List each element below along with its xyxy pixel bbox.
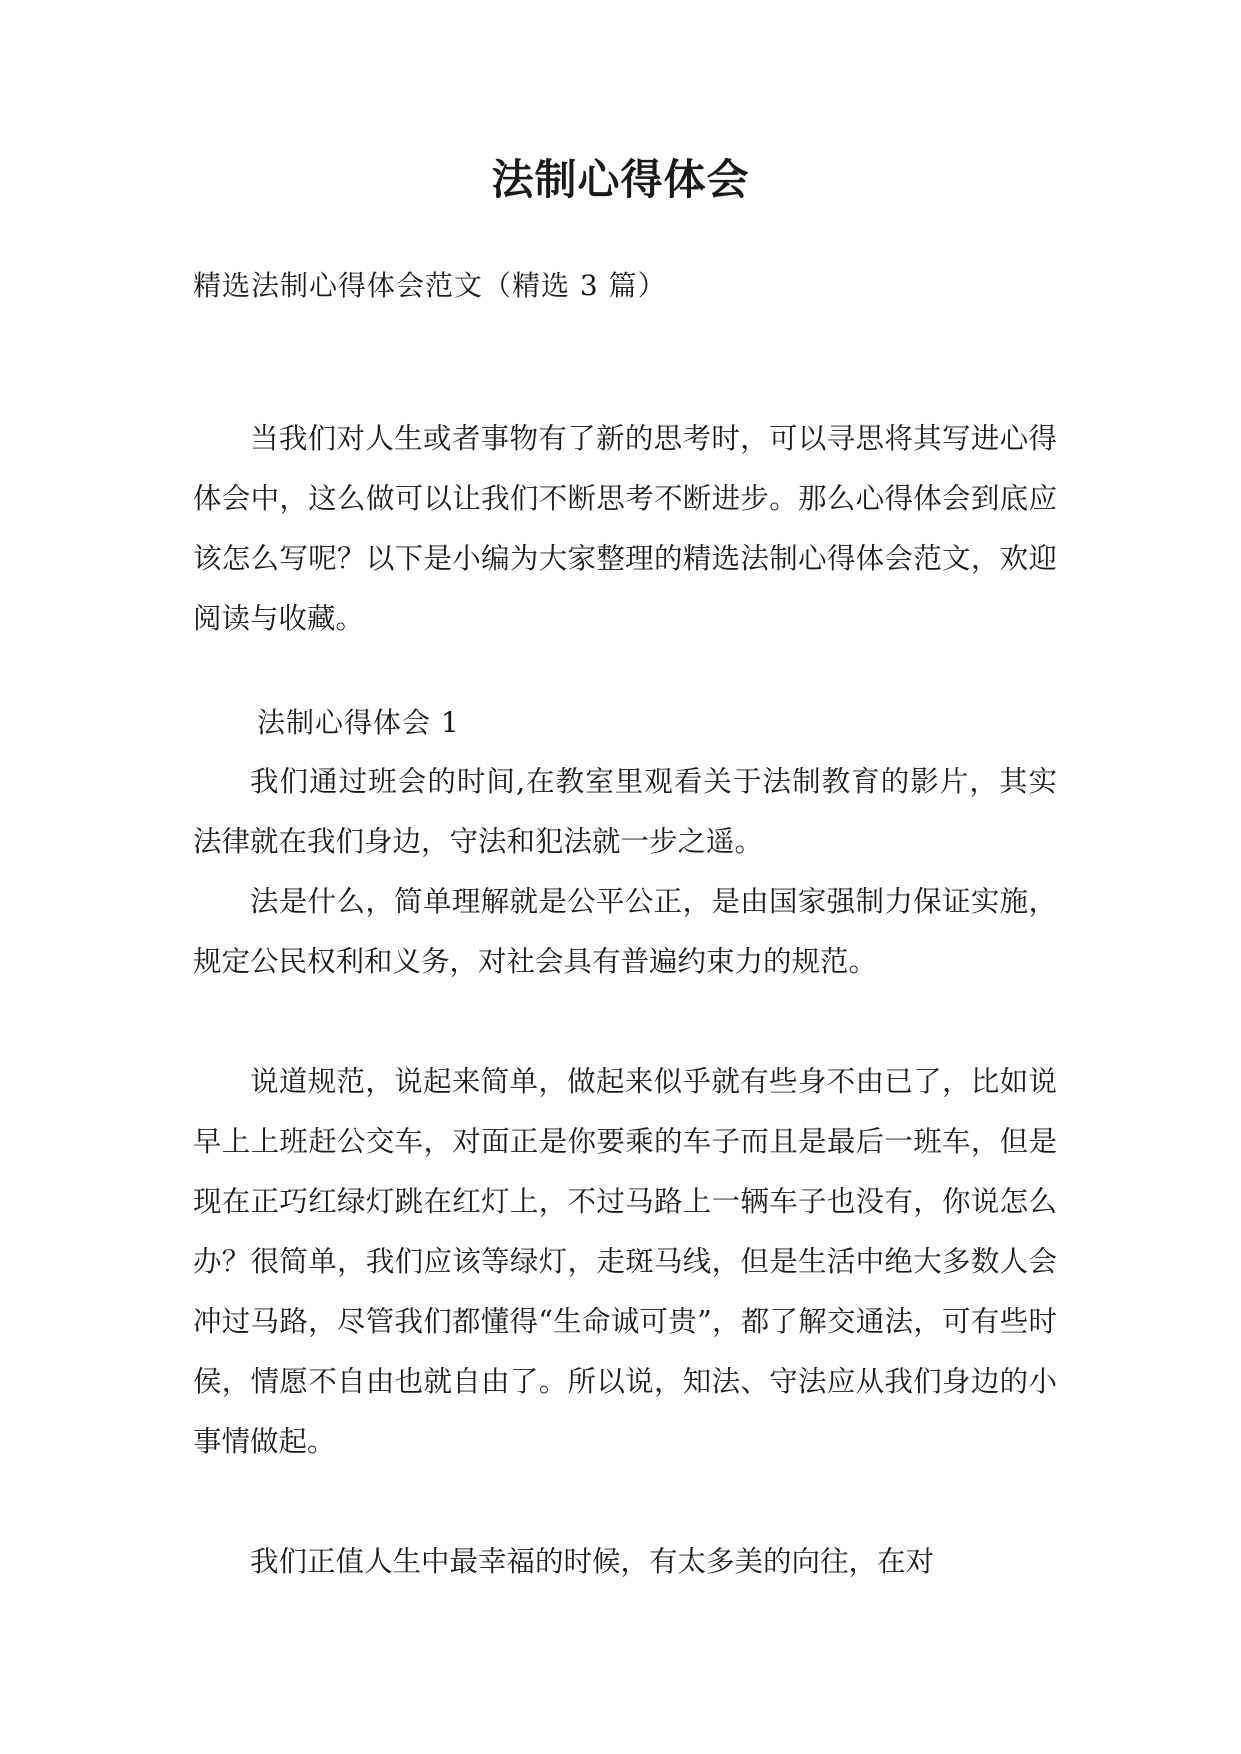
body-paragraph-3: 说道规范，说起来简单，做起来似乎就有些身不由已了，比如说早上上班赶公交车，对面正是你要乘的车子而且是最后一班车，但是现在正巧红绿灯跳在红灯上，不过马路上一辆车子也没有，你说怎么办？很简单，我们应该等绿灯，走斑马线，但是生活中绝大多数人会冲过马路，尽管我们都懂得“生命诚可贵”，都了解交通法，可有些时侯，情愿不自由也就自由了。所以说，知法、守法应从我们身边的小事情做起。 bbox=[193, 1065, 1057, 1458]
intro-paragraph: 当我们对人生或者事物有了新的思考时，可以寻思将其写进心得体会中，这么做可以让我们不断思考不断进步。那么心得体会到底应该怎么写呢？以下是小编为大家整理的精选法制心得体会范文，欢迎阅读与收藏。 bbox=[193, 422, 1057, 635]
document-subtitle: 精选法制心得体会范文（精选 3 篇） bbox=[193, 269, 667, 302]
body-paragraph-2: 法是什么，简单理解就是公平公正，是由国家强制力保证实施，规定公民权利和义务，对社会具有普遍约束力的规范。 bbox=[193, 885, 1057, 978]
section-heading: 法制心得体会 1 bbox=[257, 706, 460, 739]
body-paragraph-1: 我们通过班会的时间,在教室里观看关于法制教育的影片，其实法律就在我们身边，守法和犯法就一步之遥。 bbox=[193, 765, 1057, 858]
document-title: 法制心得体会 bbox=[491, 155, 750, 204]
body-paragraph-4: 我们正值人生中最幸福的时候，有太多美的向往，在对 bbox=[250, 1545, 935, 1578]
